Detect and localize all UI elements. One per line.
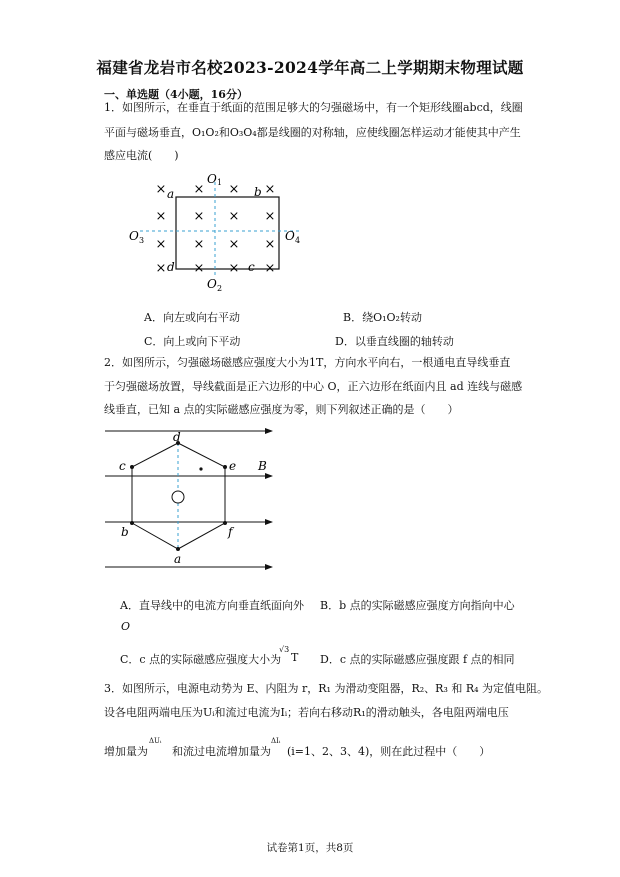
point-c xyxy=(130,465,134,469)
label-o3: O xyxy=(129,229,139,243)
label-o4: O xyxy=(285,229,295,243)
field-cross: × xyxy=(193,182,205,197)
q2-stem-line2: 于匀强磁场放置，导线截面是正六边形的中心 O，正六边形在纸面内且 ad 连线与磁感 xyxy=(104,380,523,393)
sub-3: 3 xyxy=(139,236,145,245)
label-o1: O xyxy=(207,172,217,186)
section-heading: 一、单选题（4小题，16分） xyxy=(104,88,248,101)
page-footer: 试卷第1页，共8页 xyxy=(266,842,354,854)
point-f xyxy=(223,521,227,525)
q3-stem-line1: 3．如图所示，电源电动势为 E、内阻为 r，R₁ 为滑动变阻器，R₂、R₃ 和 R₄ 为定值电阻。 xyxy=(104,682,549,695)
field-cross: × xyxy=(228,209,240,224)
point-a xyxy=(176,547,180,551)
label-b: b xyxy=(121,525,129,539)
q3-stem-line3a: 增加量为 xyxy=(104,745,148,758)
label-a: a xyxy=(167,187,175,201)
q2-option-c-sqrt: √3 xyxy=(279,645,290,654)
q1-stem-line1: 1．如图所示，在垂直于纸面的范围足够大的匀强磁场中，有一个矩形线圈abcd，线圈 xyxy=(104,101,523,114)
q2-option-c: C．c 点的实际磁感应强度大小为 xyxy=(120,653,282,666)
q1-option-d: D．以垂直线圈的轴转动 xyxy=(335,335,454,348)
q2-option-c-unit: T xyxy=(291,651,299,664)
q2-option-a: A．直导线中的电流方向垂直纸面向外 xyxy=(120,599,304,612)
field-cross: × xyxy=(264,237,276,252)
point-e xyxy=(223,465,227,469)
q3-stem-line3b: 和流过电流增加量为 xyxy=(172,745,271,758)
field-cross: × xyxy=(155,261,167,276)
q1-stem-line3: 感应电流( ) xyxy=(104,149,179,162)
q3-delta-u: ΔUᵢ xyxy=(149,737,162,745)
field-cross: × xyxy=(193,261,205,276)
field-cross: × xyxy=(155,209,167,224)
label-e: e xyxy=(229,459,237,473)
sub-4: 4 xyxy=(295,236,301,245)
label-B: B xyxy=(258,459,267,473)
wire-cross-section xyxy=(172,491,184,503)
field-cross: × xyxy=(264,261,276,276)
label-c: c xyxy=(119,459,126,473)
dot-mark xyxy=(199,467,202,470)
q2-option-d: D．c 点的实际磁感应强度跟 f 点的相同 xyxy=(320,653,515,666)
q1-option-c: C．向上或向下平动 xyxy=(144,335,241,348)
q3-stem-line3c: (i=1、2、3、4)，则在此过程中（ ） xyxy=(287,745,491,758)
field-cross: × xyxy=(264,209,276,224)
sub-2: 2 xyxy=(217,284,223,293)
q2-figure xyxy=(100,422,280,578)
label-b: b xyxy=(254,185,262,199)
field-cross: × xyxy=(155,237,167,252)
q1-option-b: B．绕O₁O₂转动 xyxy=(343,311,422,324)
label-d: d xyxy=(173,430,181,444)
field-cross: × xyxy=(264,182,276,197)
q1-stem-line2: 平面与磁场垂直，O₁O₂和O₃O₄都是线圈的对称轴，应使线圈怎样运动才能使其中产生 xyxy=(104,126,521,139)
field-cross: × xyxy=(193,209,205,224)
label-o2: O xyxy=(207,277,217,291)
q2-option-b-cont: O xyxy=(121,620,131,633)
q1-option-a: A．向左或向右平动 xyxy=(144,311,240,324)
label-c: c xyxy=(248,260,255,274)
q1-figure xyxy=(120,166,320,296)
q3-stem-line2: 设各电阻两端电压为Uᵢ和流过电流为Iᵢ；若向右移动R₁的滑动触头，各电阻两端电压 xyxy=(104,706,509,719)
field-cross: × xyxy=(228,261,240,276)
q2-option-b: B．b 点的实际磁感应强度方向指向中心 xyxy=(320,599,515,612)
coil-rectangle xyxy=(176,197,279,269)
label-a: a xyxy=(174,552,182,566)
field-cross: × xyxy=(228,182,240,197)
label-d: d xyxy=(167,260,175,274)
field-cross: × xyxy=(155,182,167,197)
q2-stem-line1: 2．如图所示，匀强磁场磁感应强度大小为1T，方向水平向右，一根通电直导线垂直 xyxy=(104,356,511,369)
q3-delta-i: ΔIᵢ xyxy=(271,737,281,745)
label-f: f xyxy=(228,525,233,539)
field-cross: × xyxy=(193,237,205,252)
field-cross: × xyxy=(228,237,240,252)
q2-stem-line3: 线垂直，已知 a 点的实际磁感应强度为零，则下列叙述正确的是（ ） xyxy=(104,403,459,416)
page-title: 福建省龙岩市名校2023-2024学年高二上学期期末物理试题 xyxy=(96,58,524,77)
point-b xyxy=(130,521,134,525)
sub-1: 1 xyxy=(217,178,223,187)
